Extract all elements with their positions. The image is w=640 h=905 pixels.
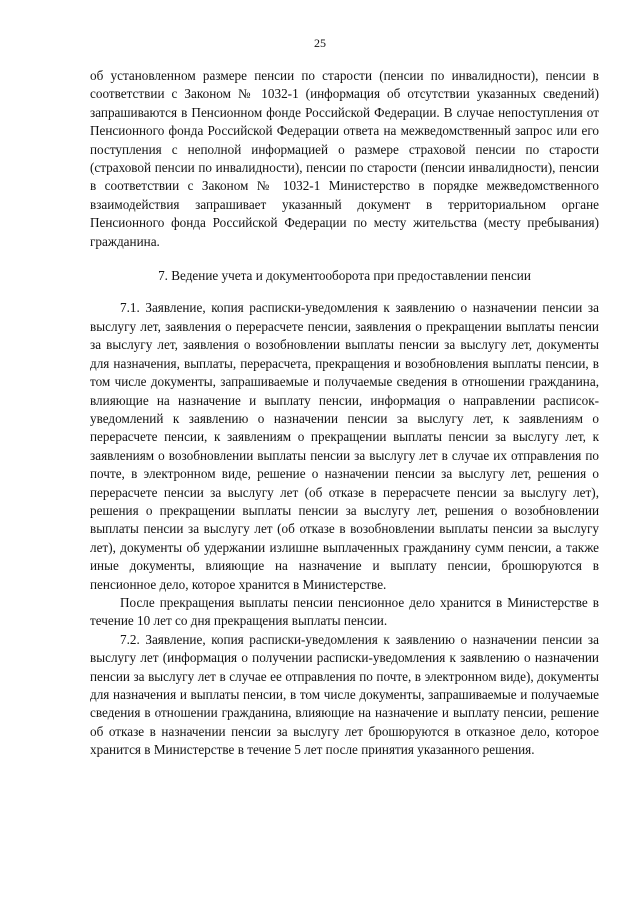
page-number: 25	[314, 36, 326, 50]
paragraph-7-1: 7.1. Заявление, копия расписки-уведомления к заявлению о назначении пенсии за выслугу лет, заявления о перерасчете пенсии, заявления о прекращении выплаты пенсии за выслугу лет, заявления о возобновлении выплаты пенсии за выслугу лет, документы для назначения, выплаты, перерасчета, прекращения и возобновления выплаты пенсии, в том числе документы, запрашиваемые и получаемые сведения в отношении гражданина, влияющие на назначение и выплату пенсии, информация о направлении расписок-уведомлений к заявлению о назначении пенсии за выслугу лет, к заявлениям о перерасчете пенсии, к заявлениям о прекращении выплаты пенсии за выслугу лет, к заявлениям о возобновлении выплаты пенсии за выслугу лет в случае их отправления по почте, в электронном виде, решение о назначении пенсии за выслугу лет, решения о перерасчете пенсии за выслугу лет (об отказе в перерасчете пенсии за выслугу лет), решения о прекращении выплаты пенсии за выслугу лет, решения о возобновлении выплаты пенсии за выслугу лет (об отказе в возобновлении выплаты пенсии за выслугу лет), документы об удержании излишне выплаченных гражданину сумм пенсии, а также иные документы, влияющие на назначение и выплату пенсии, брошюруются в пенсионное дело, которое хранится в Министерстве.	[90, 300, 599, 592]
paragraph-7-2: 7.2. Заявление, копия расписки-уведомления к заявлению о назначении пенсии за выслугу лет (информация о получении расписки-уведомления к заявлению о назначении пенсии за выслугу лет в случае ее отправления по почте, в электронном виде), документы для назначения и выплаты пенсии, в том числе документы, запрашиваемые и получаемые сведения в отношении гражданина, влияющие на назначение и выплату пенсии, решение об отказе в назначении пенсии за выслугу лет брошюруются в отказное дело, которое хранится в Министерстве в течение 5 лет после принятия указанного решения.	[90, 631, 599, 758]
paragraph-continuation: об установленном размере пенсии по старости (пенсии по инвалидности), пенсии в соответствии с Законом № 1032-1 (информация об отсутствии указанных сведений) запрашиваются в Пенсионном фонде Российской Федерации. В случае непоступления от Пенсионного фонда Российской Федерации ответа на межведомственный запрос или его поступления с неполной информацией о размере страховой пенсии по старости (страховой пенсии по инвалидности), пенсии по старости (пенсии инвалидности), пенсии в соответствии с Законом № 1032-1 Министерство в порядке межведомственного взаимодействия запрашивает указанный документ в территориальном органе Пенсионного фонда Российской Федерации по месту жительства (месту пребывания) гражданина.	[90, 68, 599, 249]
paragraph-storage-term: После прекращения выплаты пенсии пенсионное дело хранится в Министерстве в течение 10 лет со дня прекращения выплаты пенсии.	[90, 594, 599, 629]
document-body	[90, 67, 599, 760]
section-heading: 7. Ведение учета и документооборота при предоставлении пенсии	[158, 268, 531, 284]
